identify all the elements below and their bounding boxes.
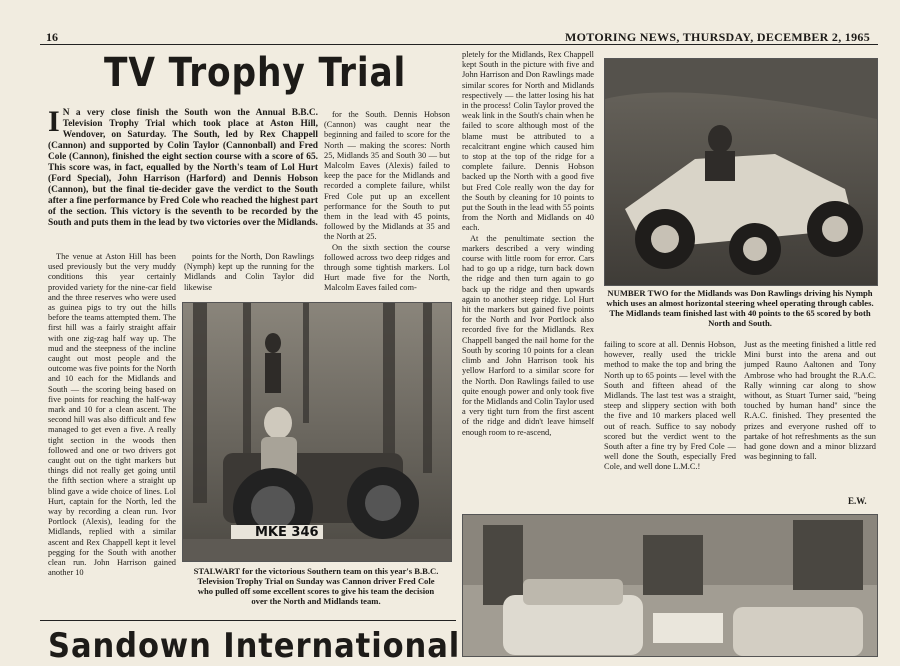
caption-number-two: NUMBER TWO for the Midlands was Don Rawlings driving his Nymph which uses an almost horizontal steering wheel operating through cables. The Midlands team finished last with 40 points to the 65 scored by both North and South. (606, 288, 874, 328)
section-rule (40, 620, 456, 621)
article-column-5 (604, 340, 736, 508)
trial-car-photo (183, 303, 451, 561)
drop-cap: I (48, 105, 60, 138)
article-column-1 (48, 252, 176, 600)
page-number: 16 (46, 30, 58, 44)
caption-stalwart: STALWART for the victorious Southern team on this year's B.B.C. Television Trophy Trial on Sunday was Cannon driver Fred Cole who pulled off some excellent scores to give his team the decision over the North and Midlands team. (193, 566, 439, 606)
column-4-text-a: pletely for the Midlands, Rex Chappell kept South in the picture with five and John Harrison and Don Rawlings made similar scores for North and Midlands respectively — the latter losing his hat in the process! Colin Taylor proved the weak link in the South's chain when he failed to score although most of the blame must be attributed to a recalcitrant engine which caused him to stop at the top of the ridge for a complete failure. Dennis Hobson backed up the North with a good five but Fred Cole really won the day for the South by cleaning for 10 points to put the South in the lead with 55 points from the North and Midlands on 40 each. (462, 50, 594, 233)
lead-text: N a very close finish the South won the Annual B.B.C. Television Trophy Trial which took place at Aston Hill, Wendover, on Saturday. The South, led by Rex Chappell (Cannon) and supported by Colin Taylor (Cannonball) and Fred Cole (Cannon), finished the eight section course with a score of 65. This score was, in fact, equalled by the North's team of Lol Hurt (Ford Special), John Harrison (Harford) and Dennis Hobson (Cannon), but the final tie-decider gave the verdict to the South after a fine performance by Fred Cole who reached the highest part of the section. This victory is the seventh to be recorded by the South and puts them in the lead by two victories over the Midlands. (48, 108, 319, 228)
article-column-2 (184, 252, 314, 298)
headline: TV Trophy Trial (104, 50, 407, 96)
header-rule (40, 44, 878, 45)
column-1-text: The venue at Aston Hill has been used previously but the very muddy conditions this year certainly provided variety for the nine-car field and the three reserves who were used as guinea pigs to try out the hills before the teams attempted them. The first hill was a fairly straight affair with one zig-zag half way up. The mud and the steepness of the incline caught out most people and the outcome was five points for the North and 10 each for the Midlands and South — the scoring being based on five points for reaching the half-way mark and 10 for a clean ascent. The second hill was also difficult and few managed to get even a five. A really tight section in the woods then followed and one or two drivers got caught out on the tight markers but things did not really get going until the fifth section where a straight up blind gave a wide choice of lines. Lol Hurt, captain for the North, led the way by recording a clean run. Ivor Portlock (Alexis), leading for the Midlands, replied with a similar ascent and Rex Chappell kept it level pegging for the South with another clean run. John Harrison gained another 10 (48, 252, 176, 578)
article-column-4 (462, 50, 594, 520)
next-article-headline: Sandown International (48, 626, 461, 666)
photo-mini-rally-car (462, 514, 878, 657)
column-5-text: failing to score at all. Dennis Hobson, however, really used the trickle method to make the top and bring the North up to 65 points — level with the South and fifteen ahead of the Midlands. The last test was a straight, steep and slippery section with both the five and 10 markers placed well out of reach. Suffice to say nobody scored but the verdict went to the South after a fine try by Fred Cole — well done the South, especially Fred Cole, and well done L.M.C.! (604, 340, 736, 472)
nymph-car-photo (605, 59, 877, 285)
photo-stalwart (182, 302, 452, 562)
column-3-text-b: On the sixth section the course followed across two deep ridges and through some tightish markers. Lol Hurt made five for the North, Malcolm Eaves failed com- (324, 242, 450, 293)
lead-paragraph (48, 105, 319, 229)
article-column-3 (324, 110, 450, 300)
author-signature: E.W. (848, 496, 867, 506)
column-4-text-b: At the penultimate section the markers described a very winding course with little room for error. Cars had to go up a ridge, turn back down the ridge and then turn again to go back up the ridge and then upwards again to another steep ridge. Lol Hurt hit the markers but gained five points for the North and Ivor Portlock also recorded five for the Midlands. Rex Chappell banged the nail home for the South by scoring 10 points for a clean climb and John Harrison took his yellow Harford to a similar score for the North. Don Rawlings failed to use quite enough power and only took five for the Midlands and Colin Taylor used a very tight turn from the first ascent of the ridge and didn't leave himself enough room to re-ascend, (462, 233, 594, 437)
article-column-6 (744, 340, 876, 490)
mini-car-photo (463, 515, 877, 656)
photo-number-two (604, 58, 878, 286)
masthead: MOTORING NEWS, THURSDAY, DECEMBER 2, 1965 (564, 30, 870, 44)
column-6-text: Just as the meeting finished a little red Mini burst into the arena and out jumped Rauno Aaltonen and Tony Ambrose who had brought the R.A.C. Rally winning car along to show without, as Stuart Turner said, "being touched by human hand" since the R.A.C. finished. They presented the prizes and everyone rushed off to partake of hot refreshments as the sun had gone down and a minor blizzard was beginning to fall. (744, 340, 876, 462)
licence-plate: MKE 346 (255, 525, 319, 540)
column-3-text-a: for the South. Dennis Hobson (Cannon) was caught near the beginning and failed to score for the North — making the scores: North 25, Midlands 35 and South 30 — but Malcolm Eaves (Alexis) failed to keep the pace for the Midlands and recorded a complete failure, whilst Fred Cole put up an excellent performance for the South to put them in the lead with 45 points, followed by the Midlands at 35 and the North at 25. (324, 110, 450, 242)
column-2-text: points for the North, Don Rawlings (Nymph) kept up the running for the Midlands and Colin Taylor did likewise (184, 252, 314, 292)
